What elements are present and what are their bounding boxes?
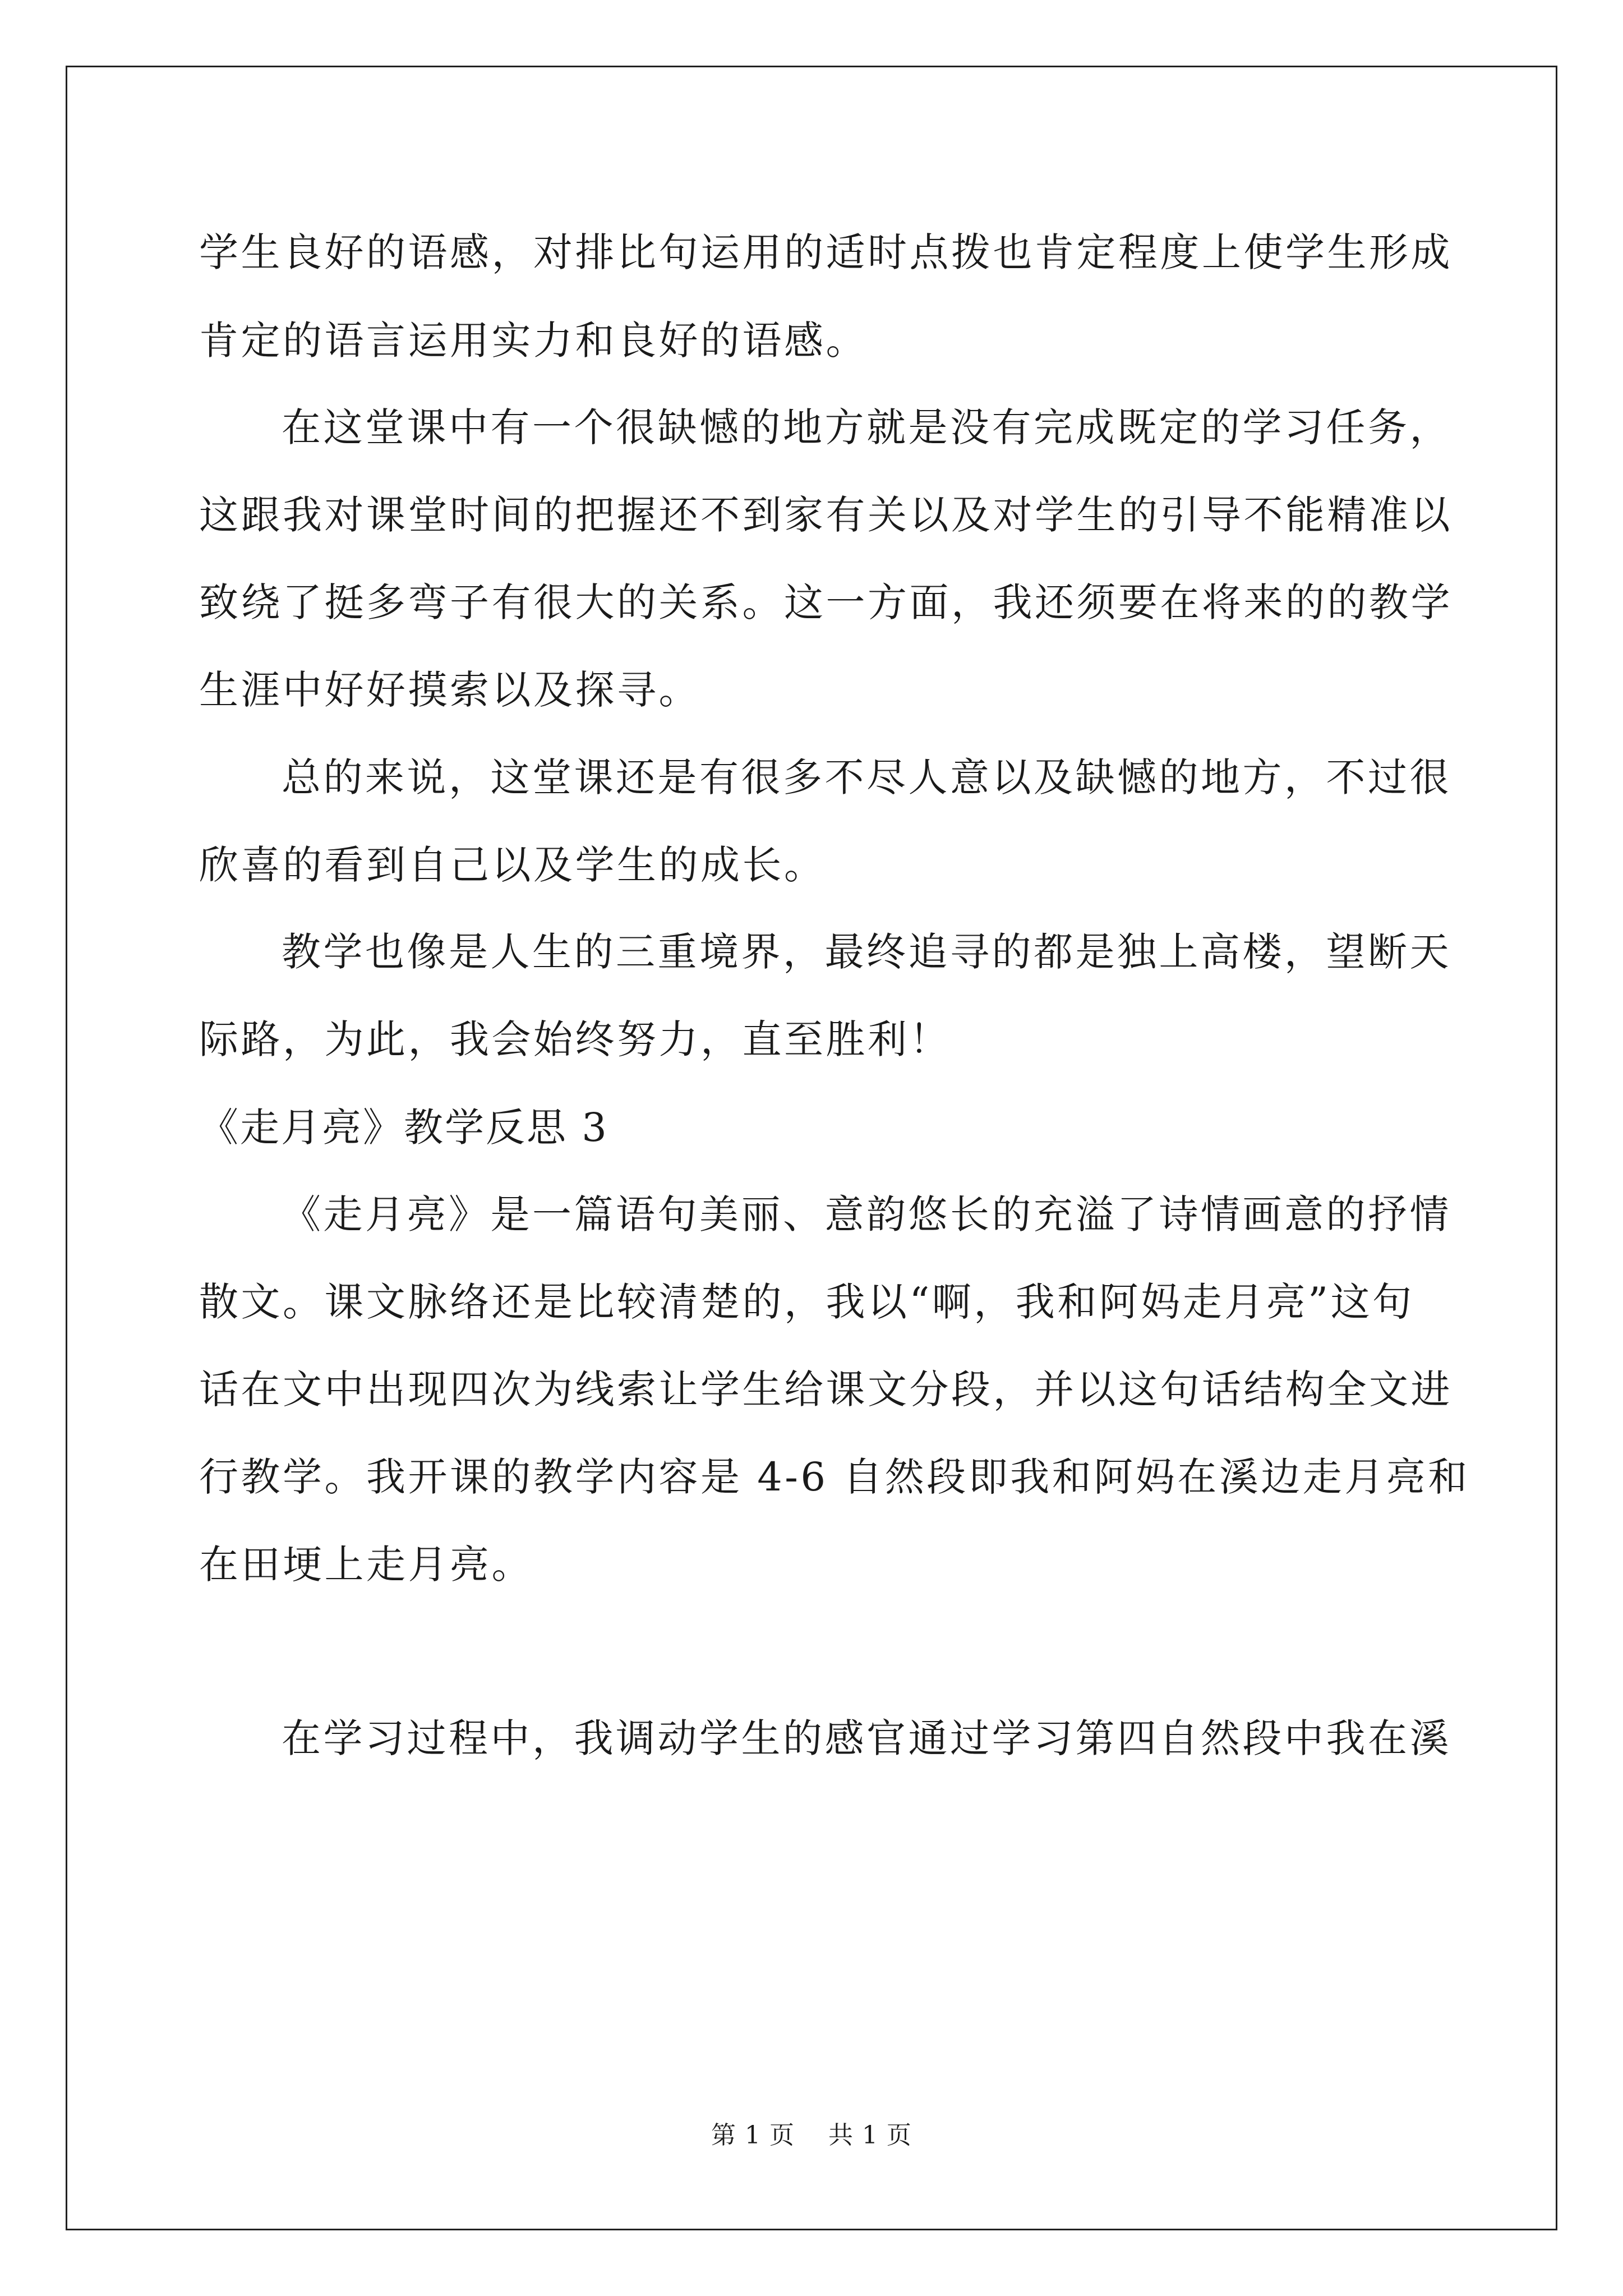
paragraph-first-line: 教学也像是人生的三重境界，最终追寻的都是独上高楼，望断天 xyxy=(282,929,1451,975)
paragraph-first-line: 《走月亮》是一篇语句美丽、意韵悠长的充溢了诗情画意的抒情 xyxy=(282,1191,1451,1237)
body-line: 欣喜的看到自己以及学生的成长。 xyxy=(199,842,826,888)
body-line: 致绕了挺多弯子有很大的关系。这一方面，我还须要在将来的的教学 xyxy=(199,579,1453,625)
paragraph-first-line: 在学习过程中，我调动学生的感官通过学习第四自然段中我在溪 xyxy=(282,1715,1451,1761)
body-line: 学生良好的语感，对排比句运用的适时点拨也肯定程度上使学生形成 xyxy=(199,229,1453,275)
section-heading: 《走月亮》教学反思 3 xyxy=(199,1105,608,1151)
paragraph-first-line: 在这堂课中有一个很缺憾的地方就是没有完成既定的学习任务， xyxy=(282,404,1451,450)
paragraph-first-line: 总的来说，这堂课还是有很多不尽人意以及缺憾的地方，不过很 xyxy=(282,754,1451,800)
body-line: 行教学。我开课的教学内容是 4-6 自然段即我和阿妈在溪边走月亮和 xyxy=(199,1454,1470,1500)
body-line: 话在文中出现四次为线索让学生给课文分段，并以这句话结构全文进 xyxy=(199,1366,1453,1412)
body-line: 肯定的语言运用实力和良好的语感。 xyxy=(199,318,868,364)
page-number-footer: 第 1 页 共 1 页 xyxy=(711,2121,912,2150)
body-line: 生涯中好好摸索以及探寻。 xyxy=(199,667,700,713)
body-line: 这跟我对课堂时间的把握还不到家有关以及对学生的引导不能精准以 xyxy=(199,492,1453,538)
body-line: 在田埂上走月亮。 xyxy=(199,1542,533,1588)
body-line: 际路，为此，我会始终努力，直至胜利！ xyxy=(199,1016,951,1062)
body-line: 散文。课文脉络还是比较清楚的，我以“啊，我和阿妈走月亮”这句 xyxy=(199,1279,1414,1325)
